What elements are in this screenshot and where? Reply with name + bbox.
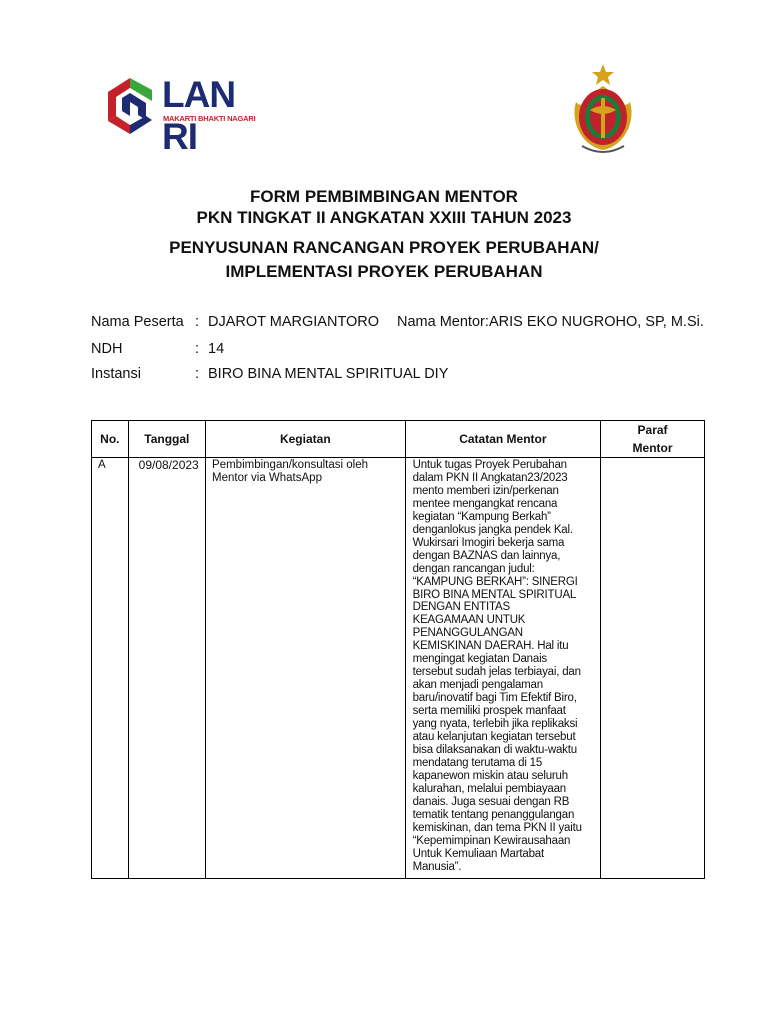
catatan-line: “Kepemimpinan Kewirausahaan bbox=[412, 834, 571, 847]
mentor-label: Nama Mentor: bbox=[397, 314, 489, 330]
catatan-line: kegiatan “Kampung Berkah” bbox=[412, 510, 551, 523]
catatan-line: serta memiliki prospek manfaat bbox=[412, 705, 566, 718]
row-no: A bbox=[92, 458, 129, 879]
row-paraf[interactable] bbox=[601, 458, 705, 879]
row-tanggal: 09/08/2023 bbox=[128, 458, 205, 879]
lan-ri-tagline: MAKARTI BHAKTI NAGARI bbox=[163, 114, 256, 123]
catatan-line: Manusia”. bbox=[412, 860, 462, 873]
instansi-colon: : bbox=[195, 366, 200, 382]
catatan-line: PENANGGULANGAN bbox=[412, 627, 523, 640]
catatan-line: mentee mengangkat rencana bbox=[412, 497, 558, 510]
catatan-line: yang nyata, terlebih jika replikaksi bbox=[412, 718, 578, 731]
catatan-line: dengan rancangan judul: bbox=[412, 562, 535, 575]
catatan-line: danais. Juga sesuai dengan RB bbox=[412, 795, 570, 808]
catatan-line: dalam PKN II Angkatan23/2023 bbox=[412, 471, 568, 484]
catatan-line: tematik tentang penanggulangan bbox=[412, 808, 575, 821]
form-title: FORM PEMBIMBINGAN MENTOR bbox=[250, 187, 518, 206]
form-section-title-line1: PENYUSUNAN RANCANGAN PROYEK PERUBAHAN/ bbox=[169, 238, 599, 257]
form-subtitle: PKN TINGKAT II ANGKATAN XXIII TAHUN 2023 bbox=[196, 208, 572, 227]
catatan-line: KEAGAMAAN UNTUK bbox=[412, 614, 526, 627]
catatan-line: Untuk Kemuliaan Martabat bbox=[412, 847, 544, 860]
catatan-line: KEMISKINAN DAERAH. Hal itu bbox=[412, 640, 569, 653]
lan-ri-logo-text: LAN RI bbox=[162, 74, 236, 157]
catatan-line: mengingat kegiatan Danais bbox=[412, 653, 547, 666]
table-header-row bbox=[92, 421, 705, 458]
header-kegiatan: Kegiatan bbox=[206, 421, 406, 458]
catatan-line: baru/inovatif bagi Tim Efektif Biro, bbox=[412, 692, 577, 705]
header-paraf-line2: Mentor bbox=[632, 441, 673, 455]
header-paraf-line1: Paraf bbox=[637, 423, 668, 437]
catatan-line: kemiskinan, dan tema PKN II yaitu bbox=[412, 821, 582, 834]
peserta-colon: : bbox=[195, 314, 200, 330]
instansi-label: Instansi bbox=[91, 366, 141, 382]
catatan-line: Untuk tugas Proyek Perubahan bbox=[412, 459, 567, 471]
instansi-value: BIRO BINA MENTAL SPIRITUAL DIY bbox=[208, 366, 449, 382]
ndh-label: NDH bbox=[91, 341, 123, 357]
mentoring-table bbox=[91, 420, 705, 879]
header-no: No. bbox=[92, 421, 129, 458]
catatan-line: Wukirsari Imogiri bekerja sama bbox=[412, 536, 565, 549]
peserta-label: Nama Peserta bbox=[91, 314, 184, 330]
ndh-colon: : bbox=[195, 341, 200, 357]
header-tanggal: Tanggal bbox=[128, 421, 205, 458]
row-catatan bbox=[405, 458, 601, 879]
catatan-line: “KAMPUNG BERKAH”: SINERGI bbox=[412, 575, 578, 588]
catatan-line: dengan BAZNAS dan lainnya, bbox=[412, 549, 561, 562]
catatan-line: akan menjadi pengalaman bbox=[412, 679, 543, 692]
catatan-line: atau kelanjutan kegiatan tersebut bbox=[412, 731, 576, 744]
peserta-value: DJAROT MARGIANTORO bbox=[208, 314, 380, 330]
catatan-line: mento memberi izin/perkenan bbox=[412, 484, 559, 497]
catatan-line: kalurahan, melalui pembiayaan bbox=[412, 782, 566, 795]
catatan-line: tersebut sudah jelas terbiayai, dan bbox=[412, 666, 581, 679]
kegiatan-line: Pembimbingan/konsultasi oleh bbox=[212, 459, 369, 471]
row-kegiatan bbox=[206, 458, 406, 879]
ndh-value: 14 bbox=[208, 341, 225, 357]
table-row bbox=[92, 458, 705, 879]
catatan-line: BIRO BINA MENTAL SPIRITUAL bbox=[412, 588, 577, 601]
catatan-line: mendatang terutama di 15 bbox=[412, 756, 543, 769]
lan-ri-logo-icon bbox=[102, 68, 158, 134]
catatan-line: kapanewon miskin atau seluruh bbox=[412, 769, 568, 782]
kegiatan-line: Mentor via WhatsApp bbox=[212, 471, 322, 484]
catatan-line: DENGAN ENTITAS bbox=[412, 601, 510, 614]
mentor-value: ARIS EKO NUGROHO, SP, M.Si. bbox=[489, 314, 704, 330]
header-paraf bbox=[601, 421, 705, 458]
catatan-line: bisa dilaksanakan di waktu-waktu bbox=[412, 743, 577, 756]
catatan-line: denganlokus jangka pendek Kal. bbox=[412, 523, 573, 536]
government-seal-icon bbox=[560, 62, 646, 156]
form-section-title-line2: IMPLEMENTASI PROYEK PERUBAHAN bbox=[225, 262, 543, 281]
header-catatan: Catatan Mentor bbox=[405, 421, 601, 458]
lan-ri-logo bbox=[102, 68, 272, 157]
